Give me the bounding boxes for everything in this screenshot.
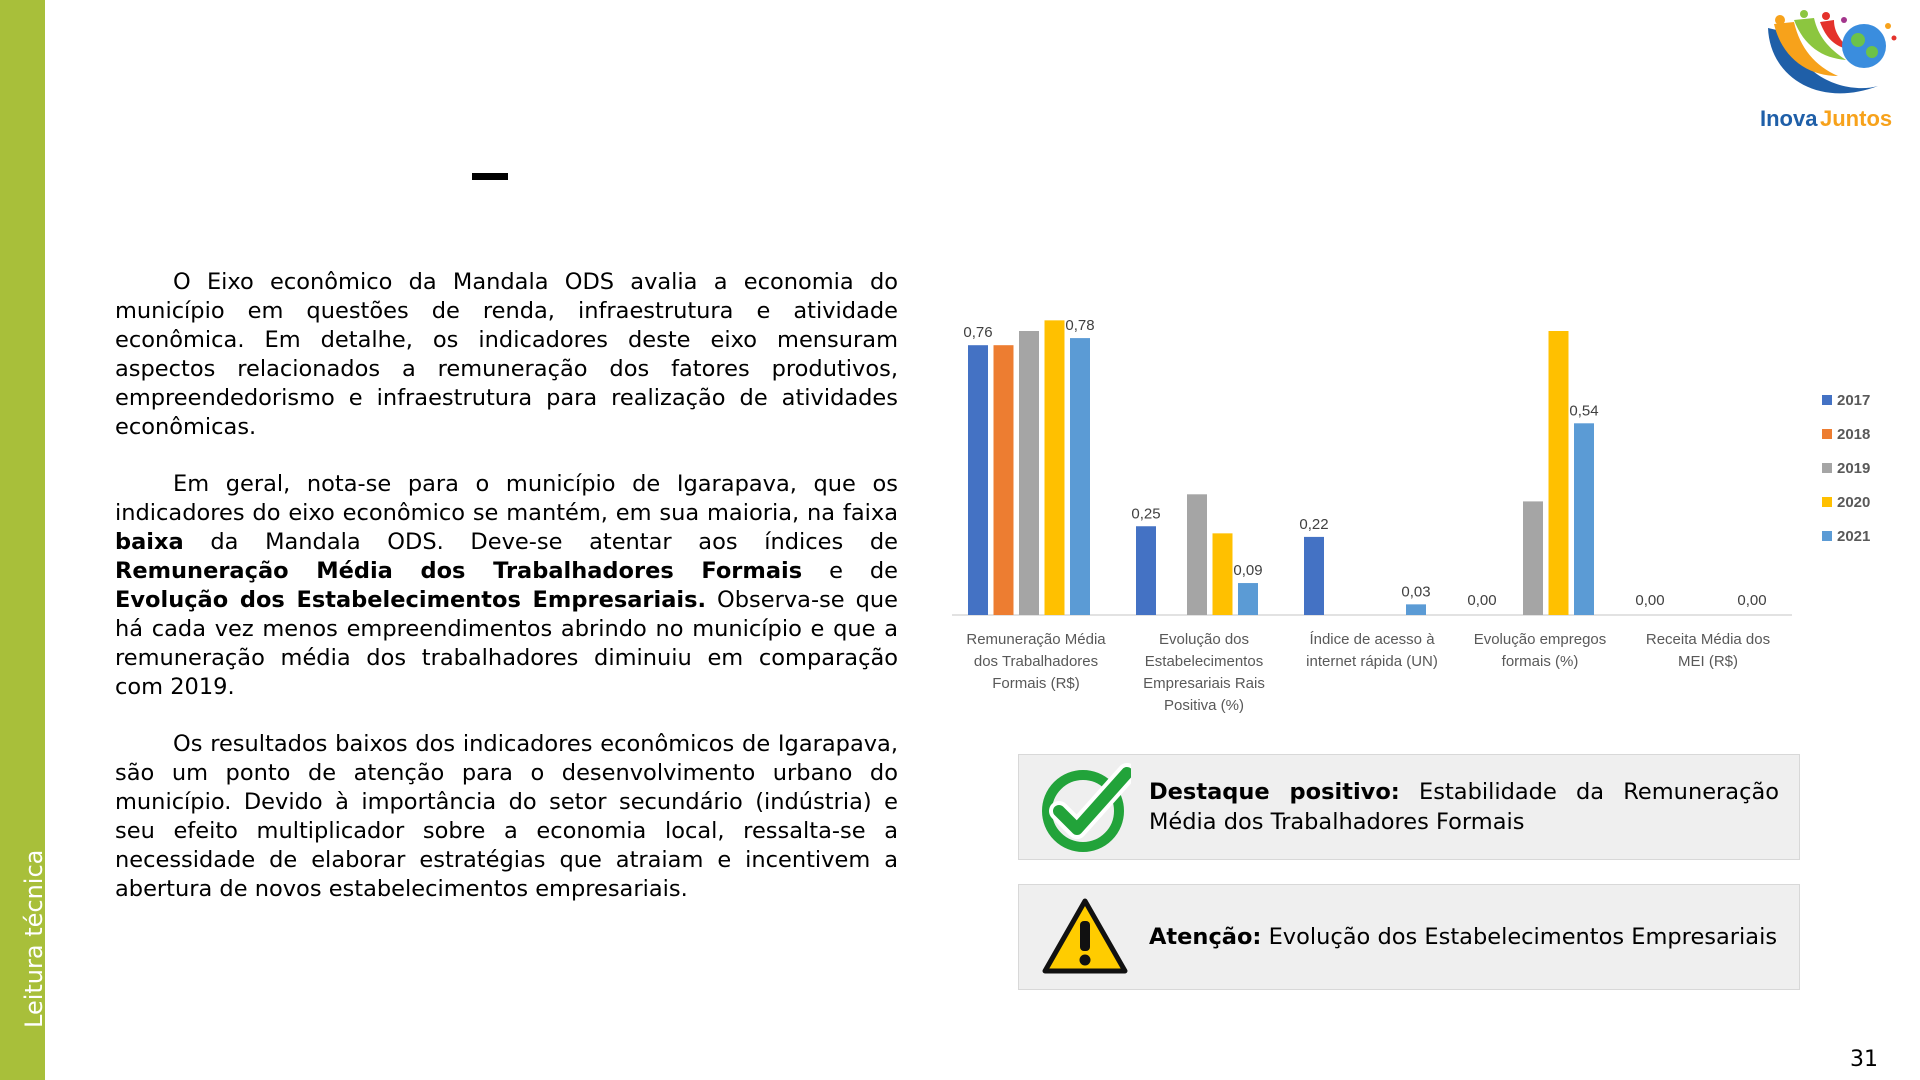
callout-attention-body: Evolução dos Estabelecimentos Empresariais (1261, 924, 1778, 950)
callout-attention-text (1149, 922, 1779, 952)
p2-text-e: e de (802, 558, 898, 584)
p2-bold-baixa: baixa (115, 529, 184, 555)
bar-2017-cat-3 (1304, 537, 1324, 615)
legend-swatch-2020 (1822, 497, 1832, 507)
category-label-5-line-2: MEI (R$) (1678, 653, 1738, 670)
category-label-3-line-2: internet rápida (UN) (1306, 653, 1438, 670)
category-label-5-line-1: Receita Média dos (1645, 631, 1771, 648)
logo-wordmark-juntos: Juntos (1820, 106, 1893, 131)
legend-label-2018: 2018 (1837, 426, 1871, 443)
callout-positive-body: Estabilidade da Remuneração Média dos Trabalhadores Formais (1149, 779, 1780, 835)
sidebar (0, 0, 48, 1080)
data-label-2021-cat-1: 0,78 (1065, 317, 1095, 335)
category-label-2-line-2: Estabelecimentos (1144, 653, 1264, 670)
legend-swatch-2019 (1822, 463, 1832, 473)
bar-2019-cat-2 (1187, 494, 1207, 615)
callout-attention-label: Atenção: (1149, 924, 1262, 950)
economic-indicators-chart (940, 270, 1900, 720)
legend-label-2021: 2021 (1837, 528, 1871, 545)
legend-label-2020: 2020 (1837, 494, 1871, 511)
category-label-1-line-3: Formais (R$) (992, 675, 1080, 692)
legend-label-2019: 2019 (1837, 460, 1871, 477)
data-label-2017-cat-5: 0,00 (1635, 592, 1665, 609)
callout-attention (1018, 884, 1800, 990)
bar-2019-cat-1 (1019, 331, 1039, 615)
bar-2020-cat-1 (1045, 320, 1065, 615)
category-label-2-line-3: Empresariais Rais (1143, 675, 1265, 692)
legend-swatch-2018 (1822, 429, 1832, 439)
legend-swatch-2021 (1822, 531, 1832, 541)
legend-swatch-2017 (1822, 395, 1832, 405)
data-label-2021-cat-4: 0,54 (1569, 402, 1599, 420)
category-label-1-line-1: Remuneração Média (966, 631, 1106, 648)
data-label-2017-cat-1: 0,76 (963, 324, 993, 342)
bar-2019-cat-4 (1523, 501, 1543, 615)
callout-positive-label: Destaque positivo: (1149, 779, 1400, 805)
p2-text-c: da Mandala ODS. Deve-se atentar aos índices de (183, 529, 898, 555)
warning-icon (1039, 893, 1131, 983)
paragraph-1: O Eixo econômico da Mandala ODS avalia a economia do município em questões de renda, infraestrutura e atividade econômica. Em detalhe, os indicadores deste eixo mensuram aspectos relacionados a remuneração dos fatores produtivos, empreendedorismo e infraestrutura para realização de atividades econômicas. (115, 269, 898, 440)
category-label-3-line-1: Índice de acesso à (1309, 631, 1435, 648)
legend-label-2017: 2017 (1837, 392, 1871, 409)
inovajuntos-logo (1760, 8, 1910, 136)
page-title-dash (472, 173, 508, 180)
bar-2020-cat-2 (1213, 533, 1233, 615)
bar-2021-cat-1 (1070, 338, 1090, 615)
sidebar-label: Leitura técnica (20, 849, 48, 1028)
data-label-2021-cat-5: 0,00 (1737, 592, 1767, 609)
page-number: 31 (1850, 1047, 1878, 1072)
callout-positive (1018, 754, 1800, 860)
paragraph-3: Os resultados baixos dos indicadores econômicos de Igarapava, são um ponto de atenção para o desenvolvimento urbano do município. Devido à importância do setor secundário (indústria) e seu efeito multiplicador sobre a economia local, ressalta-se a necessidade de elaborar estratégias que atraiam e incentivem a abertura de novos estabelecimentos empresariais. (115, 731, 898, 902)
p2-text-a: Em geral, nota-se para o município de Igarapava, que os indicadores do eixo econômico se mantém, em sua maioria, na faixa (115, 471, 898, 526)
bar-2020-cat-4 (1549, 331, 1569, 615)
p2-text-g: Observa-se que há cada vez menos empreendimentos abrindo no município e que a remuneração média dos trabalhadores diminuiu em comparação com 2019. (115, 587, 898, 700)
data-label-2021-cat-2: 0,09 (1233, 562, 1263, 580)
p2-bold-evolucao: Evolução dos Estabelecimentos Empresariais. (115, 587, 707, 613)
body-text (115, 268, 898, 932)
callout-positive-text (1149, 777, 1779, 837)
checkmark-icon (1039, 763, 1131, 853)
p2-bold-remuneracao: Remuneração Média dos Trabalhadores Formais (115, 558, 803, 584)
data-label-2017-cat-4: 0,00 (1467, 592, 1497, 609)
bar-2021-cat-4 (1574, 423, 1594, 615)
bar-2017-cat-2 (1136, 526, 1156, 615)
category-label-1-line-2: dos Trabalhadores (973, 653, 1099, 670)
data-label-2017-cat-2: 0,25 (1131, 505, 1161, 523)
bar-2017-cat-1 (968, 345, 988, 615)
data-label-2017-cat-3: 0,22 (1299, 515, 1329, 533)
bar-2018-cat-1 (994, 345, 1014, 615)
paragraph-2 (115, 470, 898, 702)
category-label-2-line-1: Evolução dos (1158, 631, 1250, 648)
category-label-4-line-1: Evolução empregos (1473, 631, 1607, 648)
bar-2021-cat-2 (1238, 583, 1258, 615)
logo-emblem-icon (1768, 10, 1897, 93)
bar-2021-cat-3 (1406, 604, 1426, 615)
category-label-4-line-2: formais (%) (1501, 653, 1579, 670)
category-label-2-line-4: Positiva (%) (1163, 697, 1245, 714)
data-label-2021-cat-3: 0,03 (1401, 583, 1431, 601)
logo-wordmark-inova: Inova (1760, 106, 1818, 131)
